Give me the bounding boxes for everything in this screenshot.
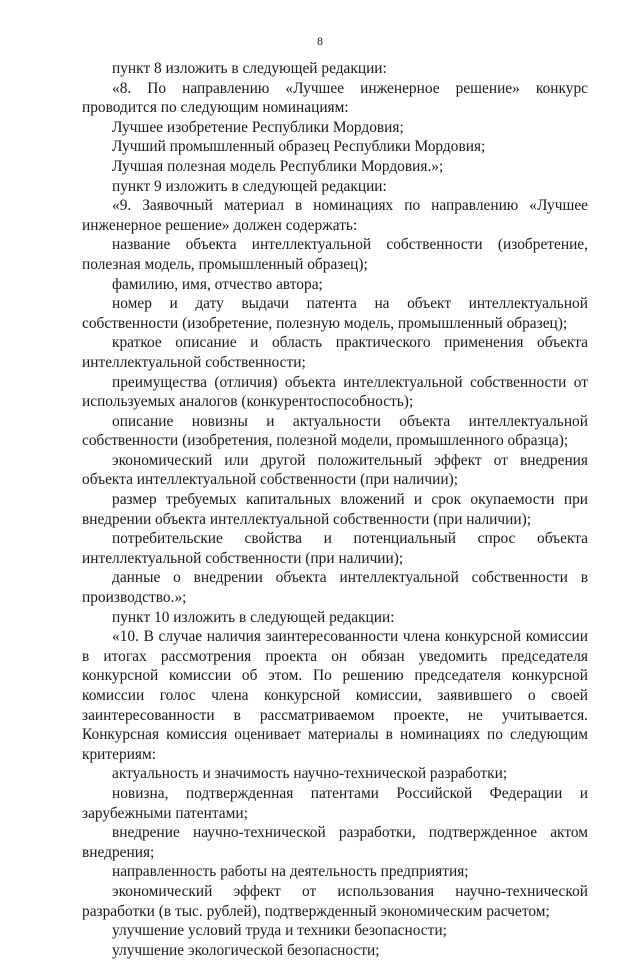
paragraph: размер требуемых капитальных вложений и срок окупаемости при внедрении объекта интеллектуальной собственности (при наличии); [82,491,588,528]
paragraph: номер и дату выдачи патента на объект интеллектуальной собственности (изобретение, полезную модель, промышленный образец); [82,295,588,332]
paragraph: Лучшая полезная модель Республики Мордовия.»; [112,157,444,175]
paragraph: пункт 9 изложить в следующей редакции: [112,177,387,195]
paragraph: «9. Заявочный материал в номинациях по направлению «Лучшее инженерное решение» должен содержать: [82,197,588,234]
paragraph: актуальность и значимость научно-технической разработки; [112,765,508,783]
paragraph: экономический эффект от использования научно-технической разработки (в тыс. рублей), подтвержденный экономическим расчетом; [82,882,588,920]
paragraph: пункт 10 изложить в следующей редакции: [112,608,395,626]
paragraph: улучшение экологической безопасности; [112,941,380,959]
paragraph: описание новизны и актуальности объекта интеллектуальной собственности (изобретения, полезной модели, промышленного образца); [82,412,588,450]
paragraph: преимущества (отличия) объекта интеллектуальной собственности от используемых аналогов (конкурентоспособность); [82,373,588,411]
paragraph: Лучший промышленный образец Республики Мордовия; [112,138,486,156]
paragraph: потребительские свойства и потенциальный спрос объекта интеллектуальной собственности (при наличии); [82,530,588,567]
paragraph: Лучшее изобретение Республики Мордовия; [112,118,404,136]
paragraph: пункт 8 изложить в следующей редакции: [112,60,387,77]
paragraph: «10. В случае наличия заинтересованности члена конкурсной комиссии в итогах рассмотрения проекта он обязан уведомить председателя конкурсной комиссии об этом. По решению председателя конкурсной комиссии голос члена конкурсной комиссии, заявившего о своей заинтересованности в рассматриваемом проекте, не учитывается. Конкурсная комиссия оценивает материалы в номинациях по следующим критериям: [82,628,588,763]
page-number: 8 [317,34,323,48]
paragraph: название объекта интеллектуальной собственности (изобретение, полезная модель, промышленный образец); [82,236,588,273]
paragraph: «8. По направлению «Лучшее инженерное решение» конкурс проводится по следующим номинациям: [82,79,588,117]
paragraph: улучшение условий труда и техники безопасности; [112,922,447,940]
paragraph: направленность работы на деятельность предприятия; [112,863,469,881]
paragraph: экономический или другой положительный эффект от внедрения объекта интеллектуальной собственности (при наличии); [82,451,588,489]
paragraph: данные о внедрении объекта интеллектуальной собственности в производство.»; [82,569,588,607]
paragraph: новизна, подтвержденная патентами Российской Федерации и зарубежными патентами; [82,784,588,822]
paragraph: фамилию, имя, отчество автора; [112,275,323,293]
paragraph: внедрение научно-технической разработки, подтвержденное актом внедрения; [82,824,588,861]
document-body [82,59,588,960]
paragraph: краткое описание и область практического применения объекта интеллектуальной собственности; [82,334,588,371]
